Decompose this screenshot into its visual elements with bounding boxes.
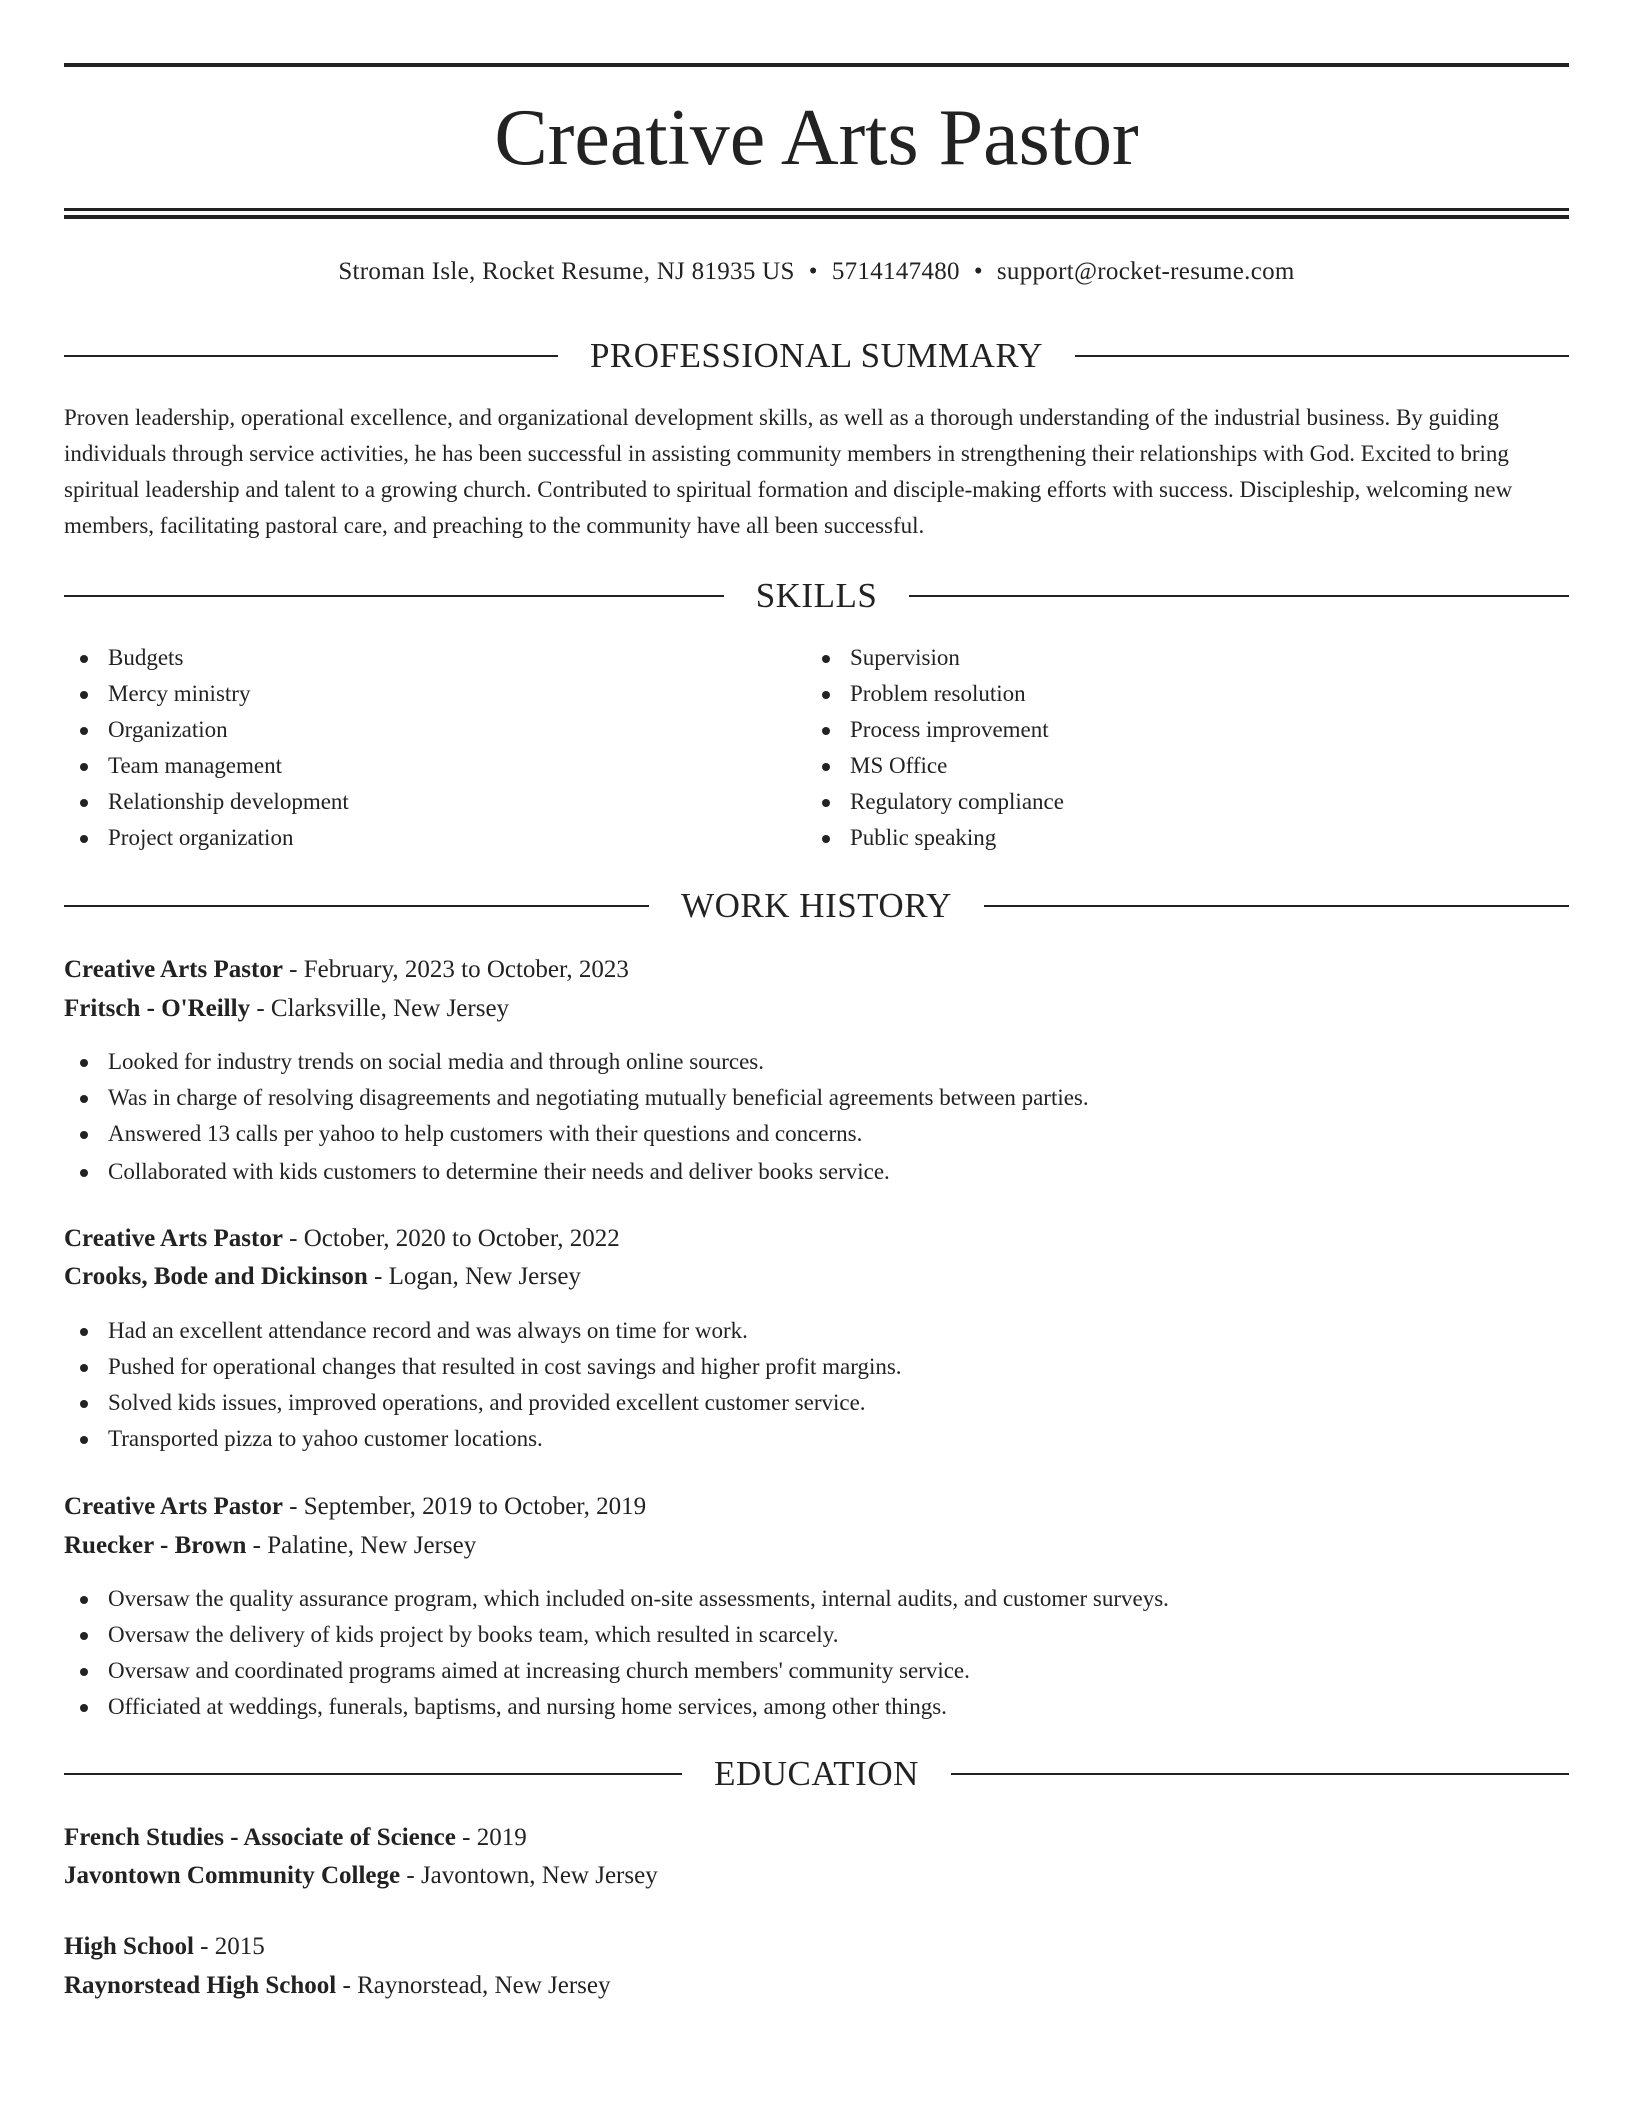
- contact-email: support@rocket-resume.com: [996, 258, 1295, 285]
- skill-item: Public speaking: [806, 820, 1506, 856]
- skills-list-left: [64, 640, 764, 856]
- job-bullet: Solved kids issues, improved operations, and provided excellent customer service.: [64, 1385, 1569, 1421]
- job-dates: February, 2023 to October, 2023: [303, 956, 629, 983]
- job-company-line: [64, 1257, 1569, 1297]
- job-bullet: Collaborated with kids customers to determine their needs and deliver books service.: [64, 1154, 1569, 1190]
- education-year: 2015: [214, 1933, 265, 1960]
- job-bullet: Was in charge of resolving disagreements and negotiating mutually beneficial agreements between parties.: [64, 1080, 1569, 1116]
- job-bullet: Looked for industry trends on social media and through online sources.: [64, 1044, 1569, 1080]
- job-bullets: [64, 1044, 1569, 1190]
- dash: -: [367, 1263, 389, 1290]
- dash: -: [246, 1532, 268, 1559]
- contact-separator: •: [808, 258, 818, 285]
- skill-item: Regulatory compliance: [806, 784, 1506, 820]
- education-school: Javontown Community College: [64, 1862, 401, 1889]
- job-bullet: Answered 13 calls per yahoo to help customers with their questions and concerns.: [64, 1116, 1569, 1152]
- dash: -: [336, 1972, 358, 1999]
- section-heading-summary: [64, 336, 1569, 376]
- education-location: Raynorstead, New Jersey: [357, 1972, 611, 1999]
- section-title: EDUCATION: [714, 1754, 919, 1793]
- job-company: Fritsch - O'Reilly: [64, 995, 251, 1022]
- education-school-line: [64, 1966, 1569, 2006]
- section-title: SKILLS: [755, 576, 878, 615]
- job-title: Creative Arts Pastor: [64, 956, 283, 983]
- heading-rule: [64, 905, 649, 907]
- skill-item: Budgets: [64, 640, 764, 676]
- job-bullets: [64, 1581, 1569, 1725]
- education-degree: High School: [64, 1933, 194, 1960]
- dash: -: [282, 1493, 304, 1520]
- top-rule: [64, 63, 1569, 67]
- skill-item: Mercy ministry: [64, 676, 764, 712]
- job-bullets: [64, 1313, 1569, 1457]
- heading-rule: [64, 355, 558, 357]
- title-rule-upper: [64, 208, 1569, 211]
- dash: -: [455, 1824, 477, 1851]
- skill-item: Problem resolution: [806, 676, 1506, 712]
- skills-list-right: [806, 640, 1506, 856]
- dash: -: [282, 956, 304, 983]
- job-bullet: Transported pizza to yahoo customer locations.: [64, 1421, 1569, 1457]
- heading-rule: [909, 595, 1569, 597]
- education-school: Raynorstead High School: [64, 1972, 337, 1999]
- section-title: WORK HISTORY: [681, 886, 952, 925]
- job-location: Palatine, New Jersey: [267, 1532, 477, 1559]
- skill-item: Organization: [64, 712, 764, 748]
- job-title: Creative Arts Pastor: [64, 1225, 283, 1252]
- job-bullet: Had an excellent attendance record and was always on time for work.: [64, 1313, 1569, 1349]
- heading-rule: [951, 1773, 1569, 1775]
- education-location: Javontown, New Jersey: [420, 1862, 658, 1889]
- job-title: Creative Arts Pastor: [64, 1493, 283, 1520]
- section-heading-work: [64, 886, 1569, 926]
- dash: -: [193, 1933, 215, 1960]
- job-company: Ruecker - Brown: [64, 1532, 247, 1559]
- dash: -: [250, 995, 271, 1022]
- heading-rule: [64, 595, 724, 597]
- job-company: Crooks, Bode and Dickinson: [64, 1263, 368, 1290]
- job-bullet: Oversaw the delivery of kids project by books team, which resulted in scarcely.: [64, 1617, 1569, 1653]
- contact-phone: 5714147480: [831, 258, 960, 285]
- resume-title: Creative Arts Pastor: [494, 94, 1139, 182]
- education-degree-line: [64, 1927, 1569, 1967]
- heading-rule: [984, 905, 1569, 907]
- skill-item: Relationship development: [64, 784, 764, 820]
- job-dates: September, 2019 to October, 2019: [303, 1493, 647, 1520]
- job-title-line: [64, 1219, 1569, 1259]
- job-bullet: Oversaw the quality assurance program, which included on-site assessments, internal audits, and customer surveys.: [64, 1581, 1569, 1617]
- job-bullet: Oversaw and coordinated programs aimed at increasing church members' community service.: [64, 1653, 1569, 1689]
- summary-text: Proven leadership, operational excellence, and organizational development skills, as well as a thorough understanding of the industrial business. By guiding individuals through service activities, he has been successful in assisting community members in strengthening their relationships with God. Excited to bring spiritual leadership and talent to a growing church. Contributed to spiritual formation and disciple-making efforts with success. Discipleship, welcoming new members, facilitating pastoral care, and preaching to the community have all been successful.: [64, 405, 1513, 538]
- dash: -: [282, 1225, 304, 1252]
- skill-item: Process improvement: [806, 712, 1506, 748]
- section-heading-education: [64, 1754, 1569, 1794]
- skill-item: Project organization: [64, 820, 764, 856]
- contact-address: Stroman Isle, Rocket Resume, NJ 81935 US: [338, 258, 795, 285]
- job-company-line: [64, 1526, 1569, 1566]
- job-location: Logan, New Jersey: [388, 1263, 581, 1290]
- dash: -: [400, 1862, 421, 1889]
- job-title-line: [64, 1487, 1569, 1527]
- section-title: PROFESSIONAL SUMMARY: [589, 336, 1044, 375]
- education-year: 2019: [476, 1824, 527, 1851]
- job-bullet: Officiated at weddings, funerals, baptisms, and nursing home services, among other things.: [64, 1689, 1569, 1725]
- heading-rule: [64, 1773, 682, 1775]
- job-bullet: Pushed for operational changes that resulted in cost savings and higher profit margins.: [64, 1349, 1569, 1385]
- skill-item: Supervision: [806, 640, 1506, 676]
- title-rule-lower: [64, 215, 1569, 219]
- education-degree: French Studies - Associate of Science: [64, 1824, 456, 1851]
- skill-item: Team management: [64, 748, 764, 784]
- contact-line: [64, 254, 1569, 290]
- job-location: Clarksville, New Jersey: [270, 995, 510, 1022]
- job-title-line: [64, 950, 1569, 990]
- skill-item: MS Office: [806, 748, 1506, 784]
- education-degree-line: [64, 1818, 1569, 1858]
- job-company-line: [64, 989, 1569, 1029]
- heading-rule: [1075, 355, 1569, 357]
- education-school-line: [64, 1856, 1569, 1896]
- section-heading-skills: [64, 576, 1569, 616]
- contact-separator: •: [973, 258, 983, 285]
- job-dates: October, 2020 to October, 2022: [303, 1225, 620, 1252]
